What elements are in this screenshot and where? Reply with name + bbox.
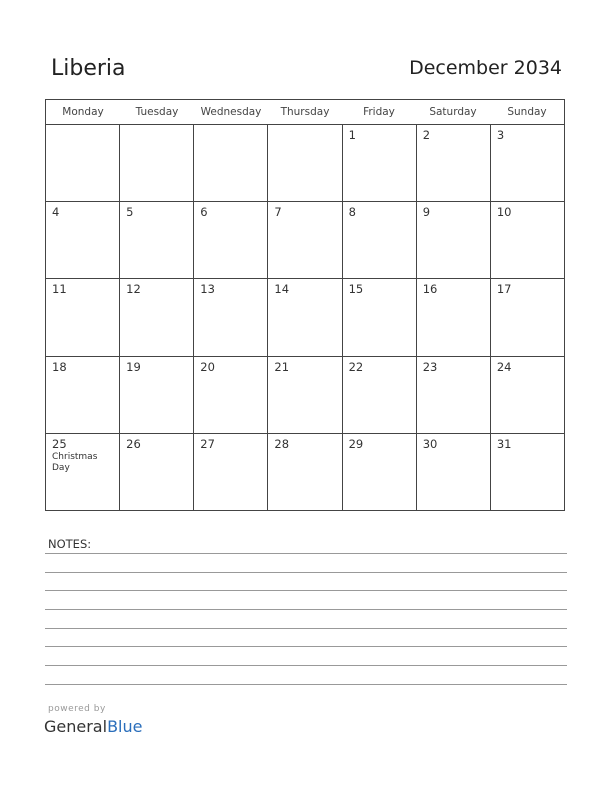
day-number: 28 [274,436,290,451]
powered-by-text: powered by [48,704,106,714]
day-cell [491,125,564,201]
day-cell [268,202,342,278]
month-year-title: December 2034 [409,57,562,79]
day-number: 17 [496,282,512,297]
day-cell [120,434,194,510]
day-cell [417,357,491,433]
day-number: 26 [126,436,141,451]
note-line [45,572,567,573]
day-number: 19 [126,359,141,374]
day-number: 14 [274,282,290,297]
day-number: 2 [422,128,431,142]
weekday-label: Sunday [507,106,547,118]
empty-day-cell [120,125,194,201]
day-cell [417,125,491,201]
day-number: 20 [200,359,215,374]
weekday-header [46,100,564,125]
day-cell [46,279,120,355]
day-number: 5 [126,205,134,220]
calendar-weeks [46,125,564,510]
week-row [46,202,564,279]
note-line [45,665,567,666]
day-number: 18 [52,359,67,374]
day-number: 22 [348,359,364,374]
day-cell [46,357,120,433]
day-cell [194,279,268,355]
day-cell [343,125,417,201]
day-cell [268,357,342,433]
note-line [45,553,567,554]
day-number: 15 [348,282,364,297]
note-line [45,684,567,685]
note-line [45,590,567,591]
day-cell [343,434,417,510]
day-number: 21 [274,359,290,374]
week-row [46,125,564,202]
day-cell [491,434,564,510]
weekday-label: Wednesday [200,106,262,118]
logo-blue: Blue [107,717,143,736]
day-number: 16 [422,282,438,297]
day-number: 24 [496,359,512,374]
day-number: 29 [348,436,364,451]
day-cell [46,202,120,278]
day-number: 1 [348,128,356,142]
day-number: 6 [200,205,208,220]
day-number: 25 [52,436,67,451]
day-number: 8 [348,205,356,220]
weekday-label: Friday [363,106,395,118]
empty-day-cell [194,125,268,201]
day-cell [417,434,491,510]
day-number: 4 [52,205,60,220]
week-row [46,434,564,510]
day-number: 23 [422,359,438,374]
day-cell [343,202,417,278]
day-cell [268,279,342,355]
day-cell [194,434,268,510]
notes-label: NOTES: [48,537,92,551]
day-cell [268,434,342,510]
week-row [46,279,564,356]
day-cell [194,357,268,433]
day-number: 30 [422,436,438,451]
day-cell [491,357,564,433]
empty-day-cell [268,125,342,201]
day-cell [46,434,120,510]
day-cell [194,202,268,278]
note-line [45,646,567,647]
weekday-label: Saturday [429,106,477,118]
day-number: 13 [200,282,215,297]
note-line [45,628,567,629]
day-cell [417,279,491,355]
empty-day-cell [46,125,120,201]
day-cell [343,279,417,355]
weekday-label: Thursday [280,106,330,118]
note-line [45,609,567,610]
logo-general: General [44,717,108,736]
day-number: 31 [496,436,512,451]
day-number: 12 [126,282,141,297]
country-title: Liberia [51,56,126,81]
day-number: 10 [496,205,512,220]
day-number: 9 [422,205,431,220]
day-number: 27 [200,436,215,451]
calendar-grid [45,99,565,511]
week-row [46,357,564,434]
day-cell [491,202,564,278]
day-cell [120,279,194,355]
generalblue-logo[interactable] [44,717,142,736]
weekday-label: Monday [62,106,104,118]
day-cell [120,202,194,278]
day-cell [120,357,194,433]
day-number: 7 [274,205,282,220]
day-number: 3 [496,128,505,142]
day-number: 11 [52,282,67,297]
day-cell [343,357,417,433]
day-cell [491,279,564,355]
day-cell [417,202,491,278]
weekday-label: Tuesday [135,106,179,118]
holiday-label: Christmas Day [52,451,98,473]
